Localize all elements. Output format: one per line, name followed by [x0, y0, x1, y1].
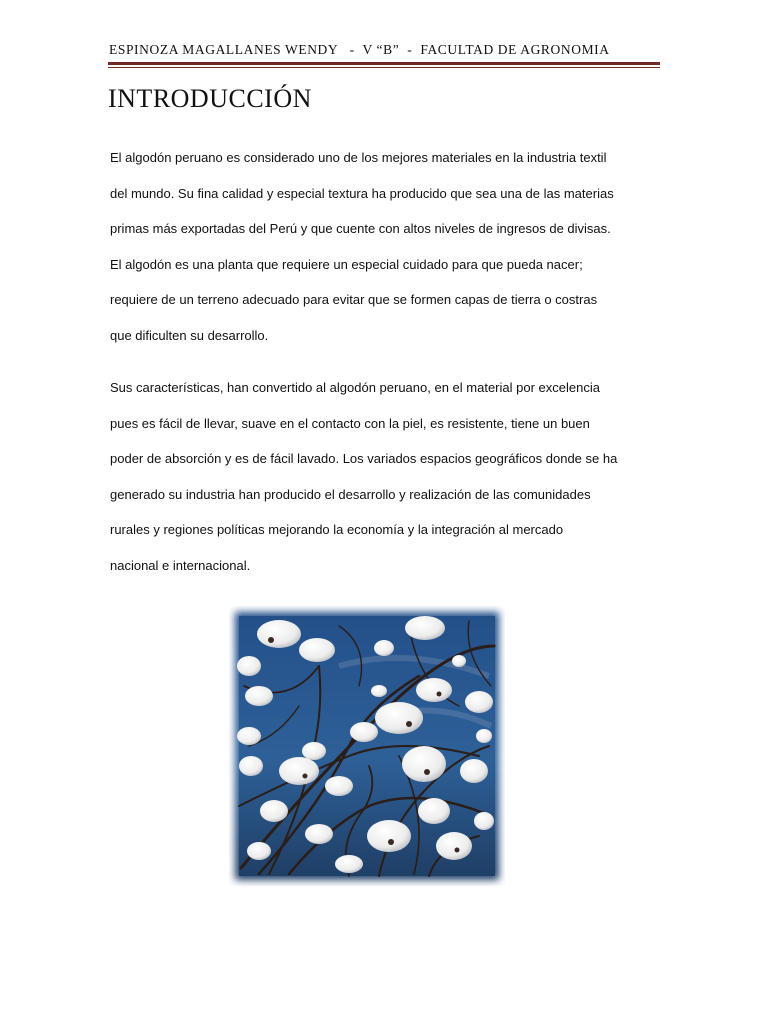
paragraph-1-line: requiere de un terreno adecuado para evitar que se formen capas de tierra o costras — [110, 292, 598, 308]
document-header: ESPINOZA MAGALLANES WENDY - V “B” - FACULTAD DE AGRONOMIA — [109, 42, 610, 57]
paragraph-1-line: El algodón peruano es considerado uno de los mejores materiales en la industria textil — [110, 150, 607, 165]
paragraph-2-line: rurales y regiones políticas mejorando la economía y la integración al mercado — [110, 522, 564, 538]
header-rule-thick — [108, 62, 660, 65]
paragraph-2-line: Sus características, han convertido al algodón peruano, en el material por excelencia — [110, 380, 600, 395]
paragraph-2-line: poder de absorción y es de fácil lavado. Los variados espacios geográficos donde se ha — [110, 451, 618, 467]
header-rule-thin — [108, 67, 660, 68]
paragraph-1-line: que dificulten su desarrollo. — [110, 328, 269, 343]
paragraph-1-line: El algodón es una planta que requiere un especial cuidado para que pueda nacer; — [110, 256, 583, 272]
paragraph-1-line: primas más exportadas del Perú y que cuente con altos niveles de ingresos de divisas. — [110, 221, 611, 237]
cotton-photo — [229, 606, 505, 886]
section-title: INTRODUCCIÓN — [108, 84, 312, 113]
paragraph-2-line: pues es fácil de llevar, suave en el contacto con la piel, es resistente, tiene un buen — [110, 415, 590, 431]
paragraph-2-line: nacional e internacional. — [110, 558, 251, 573]
paragraph-1-line: del mundo. Su fina calidad y especial textura ha producido que sea una de las materias — [110, 185, 614, 201]
paragraph-2-line: generado su industria han producido el desarrollo y realización de las comunidades — [110, 486, 591, 502]
cotton-photo-image — [229, 606, 505, 886]
